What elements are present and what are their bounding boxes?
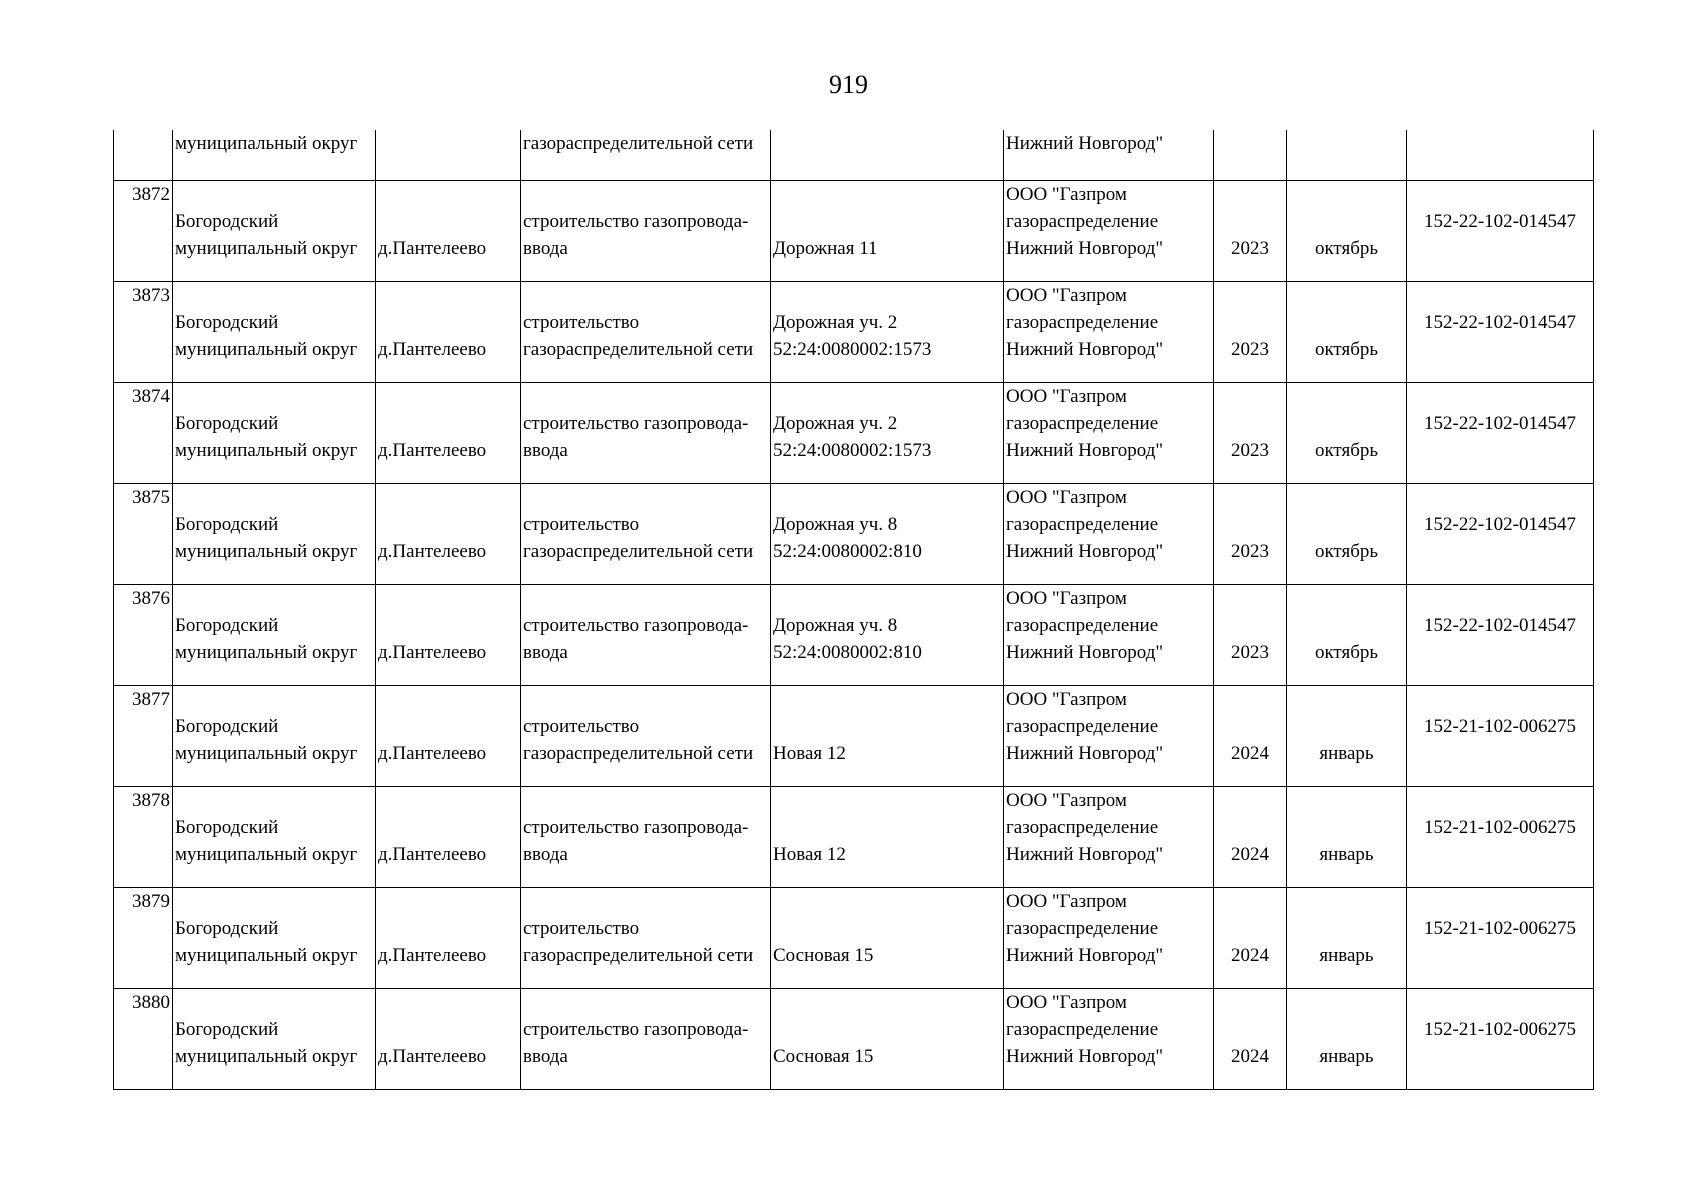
cell-district (173, 382, 376, 483)
cell-work (521, 988, 771, 1089)
cell-year (1214, 988, 1287, 1089)
cell-number (114, 130, 173, 180)
row-number: 3872 (132, 183, 170, 205)
cell-work (521, 281, 771, 382)
village-text: д.Пантелеево (378, 338, 487, 360)
cell-village (376, 180, 521, 281)
cell-month (1287, 887, 1407, 988)
year-text: 2023 (1231, 540, 1269, 562)
cell-work (521, 130, 771, 180)
cell-year (1214, 281, 1287, 382)
village-text: д.Пантелеево (378, 944, 487, 966)
address-line-1: Дорожная уч. 8 (773, 614, 898, 636)
organization-line-2: газораспределение (1006, 311, 1159, 333)
address-line-2: Новая 12 (773, 742, 846, 764)
work-line-1: строительство газопровода- (523, 412, 749, 434)
cell-district (173, 685, 376, 786)
cell-work (521, 483, 771, 584)
cell-district (173, 988, 376, 1089)
registration-number-text: 152-21-102-006275 (1424, 816, 1576, 838)
row-number: 3873 (132, 284, 170, 306)
cell-work (521, 786, 771, 887)
organization-line-2: газораспределение (1006, 715, 1159, 737)
month-text: октябрь (1314, 439, 1379, 461)
month-text: октябрь (1314, 237, 1379, 259)
address-line-1: Дорожная уч. 2 (773, 311, 898, 333)
year-text: 2023 (1231, 641, 1269, 663)
cell-number (114, 988, 173, 1089)
work-line-2: ввода (523, 843, 568, 865)
organization-line-1: ООО "Газпром (1006, 284, 1127, 306)
work-line-1: строительство (523, 311, 640, 333)
cell-village (376, 130, 521, 180)
cell-work (521, 382, 771, 483)
district-line-2: муниципальный округ (175, 641, 358, 663)
district-line-2: муниципальный округ (175, 843, 358, 865)
year-text: 2023 (1231, 237, 1269, 259)
cell-registration-number (1407, 988, 1594, 1089)
address-line-2: 52:24:0080002:810 (773, 641, 922, 663)
registration-number-text: 152-21-102-006275 (1424, 715, 1576, 737)
cell-organization (1004, 584, 1214, 685)
cell-address (771, 483, 1004, 584)
registration-number-text: 152-22-102-014547 (1424, 614, 1576, 636)
gasification-schedule-table (113, 130, 1594, 1090)
cell-address (771, 130, 1004, 180)
organization-line-3: Нижний Новгород" (1006, 439, 1164, 461)
cell-address (771, 382, 1004, 483)
cell-registration-number (1407, 180, 1594, 281)
organization-line-3: Нижний Новгород" (1006, 540, 1164, 562)
cell-year (1214, 180, 1287, 281)
table-row (114, 685, 1594, 786)
month-text: январь (1319, 742, 1374, 764)
table-row (114, 382, 1594, 483)
work-line-1: строительство (523, 917, 640, 939)
year-text: 2023 (1231, 338, 1269, 360)
address-line-1 (773, 1016, 1001, 1043)
table-body (114, 130, 1594, 1089)
year-text: 2024 (1231, 742, 1269, 764)
cell-year (1214, 887, 1287, 988)
organization-line-1: ООО "Газпром (1006, 587, 1127, 609)
organization-line-1: ООО "Газпром (1006, 991, 1127, 1013)
cell-year (1214, 483, 1287, 584)
month-text: январь (1319, 843, 1374, 865)
cell-district (173, 584, 376, 685)
cell-month (1287, 988, 1407, 1089)
district-line-2: муниципальный округ (175, 742, 358, 764)
cell-district (173, 786, 376, 887)
address-line-1 (773, 915, 1001, 942)
address-line-1 (773, 208, 1001, 235)
cell-village (376, 584, 521, 685)
organization-line-3: Нижний Новгород" (1006, 742, 1164, 764)
district-line-1: Богородский (175, 513, 279, 535)
cell-organization (1004, 180, 1214, 281)
cell-address (771, 584, 1004, 685)
cell-organization (1004, 483, 1214, 584)
organization-line-2: газораспределение (1006, 816, 1159, 838)
address-line-2: 52:24:0080002:1573 (773, 338, 932, 360)
cell-district (173, 887, 376, 988)
table-row (114, 584, 1594, 685)
cell-number (114, 281, 173, 382)
cell-address (771, 685, 1004, 786)
row-number: 3876 (132, 587, 170, 609)
village-text: д.Пантелеево (378, 843, 487, 865)
month-text: октябрь (1314, 540, 1379, 562)
month-text: январь (1319, 1045, 1374, 1067)
row-number: 3877 (132, 688, 170, 710)
organization-line-3: Нижний Новгород" (1006, 237, 1164, 259)
village-text: д.Пантелеево (378, 540, 487, 562)
organization-line-3: Нижний Новгород" (1006, 1045, 1164, 1067)
work-line-1: строительство газопровода- (523, 614, 749, 636)
cell-month (1287, 130, 1407, 180)
work-line-2: ввода (523, 641, 568, 663)
address-line-2: Сосновая 15 (773, 944, 874, 966)
cell-work (521, 180, 771, 281)
village-text: д.Пантелеево (378, 439, 487, 461)
cell-district (173, 180, 376, 281)
cell-month (1287, 584, 1407, 685)
table-row (114, 180, 1594, 281)
cell-number (114, 887, 173, 988)
cell-number (114, 584, 173, 685)
cell-address (771, 281, 1004, 382)
district-text: муниципальный округ (175, 133, 358, 154)
cell-work (521, 685, 771, 786)
district-line-1: Богородский (175, 210, 279, 232)
cell-work (521, 887, 771, 988)
work-line-2: газораспределительной сети (523, 944, 754, 966)
work-line-2: ввода (523, 237, 568, 259)
registration-number-text: 152-22-102-014547 (1424, 311, 1576, 333)
table-row (114, 281, 1594, 382)
cell-month (1287, 382, 1407, 483)
district-line-2: муниципальный округ (175, 944, 358, 966)
month-text: октябрь (1314, 641, 1379, 663)
cell-organization (1004, 382, 1214, 483)
table-row (114, 786, 1594, 887)
organization-line-3: Нижний Новгород" (1006, 641, 1164, 663)
district-line-1: Богородский (175, 1018, 279, 1040)
organization-line-1: ООО "Газпром (1006, 890, 1127, 912)
cell-year (1214, 584, 1287, 685)
cell-year (1214, 786, 1287, 887)
district-line-1: Богородский (175, 917, 279, 939)
work-line-1: строительство газопровода- (523, 210, 749, 232)
table-row (114, 988, 1594, 1089)
district-line-2: муниципальный округ (175, 237, 358, 259)
work-line-2: газораспределительной сети (523, 540, 754, 562)
cell-month (1287, 786, 1407, 887)
row-number: 3874 (132, 385, 170, 407)
cell-address (771, 180, 1004, 281)
registration-number-text: 152-21-102-006275 (1424, 1018, 1576, 1040)
work-line-1: строительство (523, 715, 640, 737)
cell-district (173, 130, 376, 180)
continued-row (114, 130, 1594, 180)
cell-organization (1004, 786, 1214, 887)
table-row (114, 483, 1594, 584)
row-number: 3878 (132, 789, 170, 811)
work-text: газораспределительной сети (523, 133, 754, 154)
cell-month (1287, 483, 1407, 584)
organization-line-2: газораспределение (1006, 917, 1159, 939)
organization-line-3: Нижний Новгород" (1006, 944, 1164, 966)
cell-number (114, 685, 173, 786)
row-number: 3875 (132, 486, 170, 508)
page-number: 919 (829, 70, 868, 99)
address-line-2: 52:24:0080002:810 (773, 540, 922, 562)
organization-line-1: ООО "Газпром (1006, 486, 1127, 508)
address-line-2: Сосновая 15 (773, 1045, 874, 1067)
cell-district (173, 483, 376, 584)
cell-registration-number (1407, 483, 1594, 584)
cell-organization (1004, 887, 1214, 988)
work-line-2: газораспределительной сети (523, 338, 754, 360)
district-line-2: муниципальный округ (175, 338, 358, 360)
cell-registration-number (1407, 130, 1594, 180)
year-text: 2024 (1231, 944, 1269, 966)
district-line-2: муниципальный округ (175, 439, 358, 461)
month-text: октябрь (1314, 338, 1379, 360)
cell-work (521, 584, 771, 685)
address-line-1: Дорожная уч. 2 (773, 412, 898, 434)
registration-number-text: 152-22-102-014547 (1424, 210, 1576, 232)
work-line-2: ввода (523, 1045, 568, 1067)
work-line-1: строительство газопровода- (523, 816, 749, 838)
cell-address (771, 786, 1004, 887)
village-text: д.Пантелеево (378, 237, 487, 259)
cell-registration-number (1407, 281, 1594, 382)
cell-number (114, 786, 173, 887)
village-text: д.Пантелеево (378, 1045, 487, 1067)
month-text: январь (1319, 944, 1374, 966)
year-text: 2024 (1231, 843, 1269, 865)
registration-number-text: 152-21-102-006275 (1424, 917, 1576, 939)
row-number: 3880 (132, 991, 170, 1013)
cell-organization (1004, 281, 1214, 382)
cell-organization (1004, 130, 1214, 180)
cell-village (376, 685, 521, 786)
organization-line-2: газораспределение (1006, 614, 1159, 636)
organization-text: Нижний Новгород" (1006, 133, 1164, 154)
cell-registration-number (1407, 382, 1594, 483)
row-number: 3879 (132, 890, 170, 912)
cell-registration-number (1407, 584, 1594, 685)
cell-year (1214, 382, 1287, 483)
address-line-1 (773, 814, 1001, 841)
cell-month (1287, 180, 1407, 281)
organization-line-1: ООО "Газпром (1006, 789, 1127, 811)
cell-village (376, 382, 521, 483)
cell-address (771, 887, 1004, 988)
cell-organization (1004, 685, 1214, 786)
district-line-1: Богородский (175, 816, 279, 838)
year-text: 2024 (1231, 1045, 1269, 1067)
cell-village (376, 988, 521, 1089)
address-line-2: Новая 12 (773, 843, 846, 865)
address-line-1: Дорожная уч. 8 (773, 513, 898, 535)
cell-year (1214, 130, 1287, 180)
cell-village (376, 887, 521, 988)
cell-year (1214, 685, 1287, 786)
cell-number (114, 483, 173, 584)
work-line-1: строительство газопровода- (523, 1018, 749, 1040)
organization-line-2: газораспределение (1006, 210, 1159, 232)
address-line-2: Дорожная 11 (773, 237, 878, 259)
work-line-2: ввода (523, 439, 568, 461)
cell-district (173, 281, 376, 382)
registration-number-text: 152-22-102-014547 (1424, 412, 1576, 434)
organization-line-3: Нижний Новгород" (1006, 338, 1164, 360)
district-line-2: муниципальный округ (175, 1045, 358, 1067)
district-line-1: Богородский (175, 614, 279, 636)
district-line-2: муниципальный округ (175, 540, 358, 562)
cell-village (376, 281, 521, 382)
cell-organization (1004, 988, 1214, 1089)
cell-month (1287, 685, 1407, 786)
organization-line-3: Нижний Новгород" (1006, 843, 1164, 865)
work-line-2: газораспределительной сети (523, 742, 754, 764)
cell-village (376, 483, 521, 584)
address-line-1 (773, 713, 1001, 740)
cell-number (114, 382, 173, 483)
cell-address (771, 988, 1004, 1089)
village-text: д.Пантелеево (378, 742, 487, 764)
cell-number (114, 180, 173, 281)
organization-line-1: ООО "Газпром (1006, 385, 1127, 407)
cell-month (1287, 281, 1407, 382)
table-row (114, 887, 1594, 988)
district-line-1: Богородский (175, 412, 279, 434)
address-line-2: 52:24:0080002:1573 (773, 439, 932, 461)
district-line-1: Богородский (175, 715, 279, 737)
cell-registration-number (1407, 786, 1594, 887)
organization-line-1: ООО "Газпром (1006, 183, 1127, 205)
organization-line-1: ООО "Газпром (1006, 688, 1127, 710)
cell-village (376, 786, 521, 887)
organization-line-2: газораспределение (1006, 1018, 1159, 1040)
village-text: д.Пантелеево (378, 641, 487, 663)
organization-line-2: газораспределение (1006, 513, 1159, 535)
cell-registration-number (1407, 685, 1594, 786)
year-text: 2023 (1231, 439, 1269, 461)
registration-number-text: 152-22-102-014547 (1424, 513, 1576, 535)
district-line-1: Богородский (175, 311, 279, 333)
organization-line-2: газораспределение (1006, 412, 1159, 434)
work-line-1: строительство (523, 513, 640, 535)
cell-registration-number (1407, 887, 1594, 988)
